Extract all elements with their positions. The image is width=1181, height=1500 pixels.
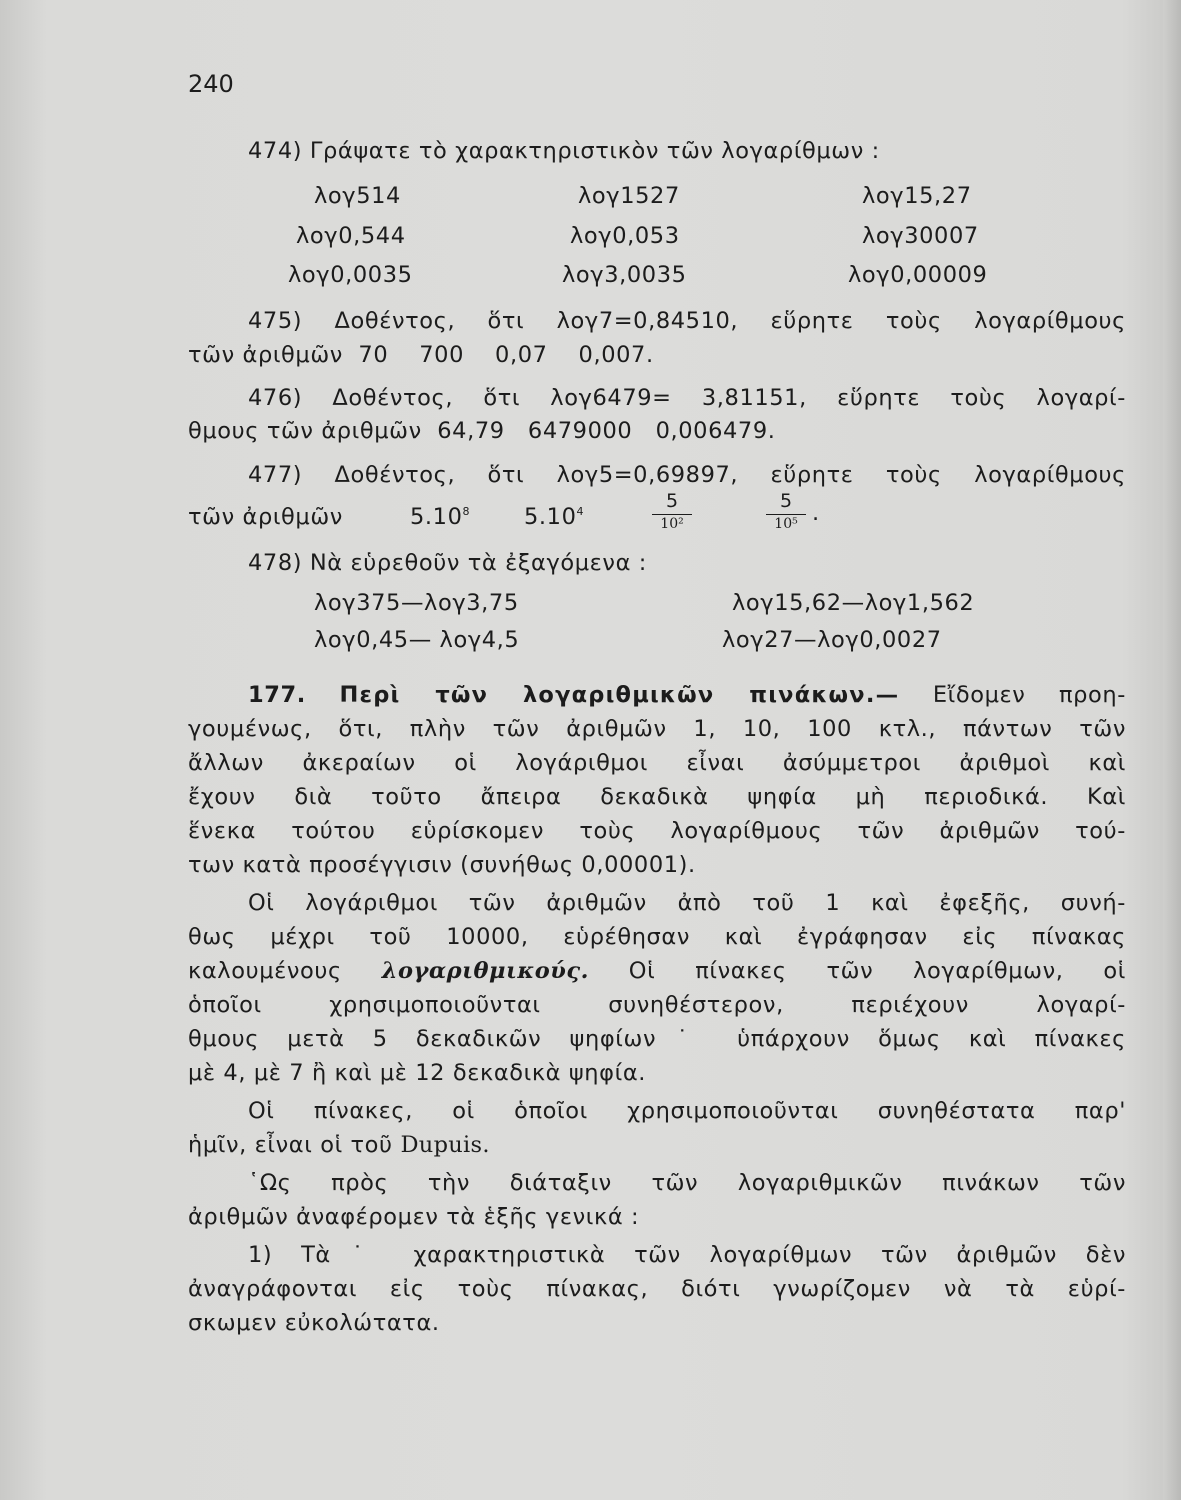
ex477-term1-exponent: 8 <box>462 505 471 518</box>
page-number: 240 <box>188 70 234 98</box>
ex477-term1 <box>410 504 470 530</box>
ex477-term2-exponent: 4 <box>576 505 585 518</box>
para3-line1: Οἱ πίνακες, οἱ ὁποῖοι χρησιμοποιοῦνται συνηθέστατα παρ' <box>248 1098 1126 1124</box>
section-177-line5: ἕνεκα τούτου εὑρίσκομεν τοὺς λογαρίθμους τῶν ἀριθμῶν τού- <box>188 818 1126 844</box>
ex474-r1-c2: λογ1527 <box>578 183 680 209</box>
ex474-r3-c2: λογ3,0035 <box>562 262 687 288</box>
ex477-term1-base: 5.10 <box>410 504 463 530</box>
ex474-r2-c3: λογ30007 <box>862 223 979 249</box>
exercise-474-title: 474) Γράψατε τὸ χαρακτηριστικὸν τῶν λογαρίθμων : <box>248 138 880 164</box>
ex477-frac2-numerator: 5 <box>766 490 806 515</box>
exercise-478-title: 478) Νὰ εὑρεθοῦν τὰ ἐξαγόμενα : <box>248 550 647 576</box>
section-title: Περὶ τῶν λογαριθμικῶν πινάκων.— <box>339 682 900 708</box>
para2-line4: ὁποῖοι χρησιμοποιοῦνται συνηθέστερον, περιέχουν λογαρί- <box>188 992 1126 1018</box>
para5-line3: σκωμεν εὐκολώτατα. <box>188 1310 440 1336</box>
ex477-frac1-denominator: 10² <box>660 516 684 532</box>
exercise-477-line1: 477) Δοθέντος, ὅτι λογ5=0,69897, εὕρητε τοὺς λογαρίθμους <box>248 462 1126 488</box>
para5-line2: ἀναγράφονται εἰς τοὺς πίνακας, διότι γνωρίζομεν νὰ τὰ εὑρί- <box>188 1276 1126 1302</box>
para2-line3-a: καλουμένους <box>188 958 342 984</box>
ex478-r2-left: λογ0,45— λογ4,5 <box>314 627 520 653</box>
exercise-475-line2: τῶν ἀριθμῶν 70 700 0,07 0,007. <box>188 342 654 368</box>
section-177-line4: ἔχουν διὰ τοῦτο ἄπειρα δεκαδικὰ ψηφία μὴ περιοδικά. Καὶ <box>188 784 1126 810</box>
para3-line2 <box>188 1132 1126 1158</box>
ex477-frac2-denominator: 10⁵ <box>774 516 798 532</box>
para4-line2: ἀριθμῶν ἀναφέρομεν τὰ ἑξῆς γενικά : <box>188 1204 640 1230</box>
para3-line2-a: ἡμῖν, εἶναι οἱ τοῦ <box>188 1132 393 1158</box>
exercise-476-line2: θμους τῶν ἀριθμῶν 64,79 6479000 0,006479. <box>188 418 776 444</box>
ex474-r3-c3: λογ0,00009 <box>848 262 988 288</box>
ex477-prefix: τῶν ἀριθμῶν <box>188 504 343 530</box>
book-spine-shadow <box>1163 0 1181 1500</box>
ex474-r1-c3: λογ15,27 <box>862 183 972 209</box>
ex474-r1-c1: λογ514 <box>314 183 401 209</box>
section-177-line2: γουμένως, ὅτι, πλὴν τῶν ἀριθμῶν 1, 10, 100 κτλ., πάντων τῶν <box>188 716 1126 742</box>
ex478-r1-right: λογ15,62—λογ1,562 <box>732 590 975 616</box>
ex474-r3-c1: λογ0,0035 <box>288 262 413 288</box>
para5-line1: 1) Τὰ˙ χαρακτηριστικὰ τῶν λογαρίθμων τῶν ἀριθμῶν δὲν <box>248 1242 1126 1268</box>
para2-line1: Οἱ λογάριθμοι τῶν ἀριθμῶν ἀπὸ τοῦ 1 καὶ ἐφεξῆς, συνή- <box>248 890 1126 916</box>
para4-line1: ῾Ως πρὸς τὴν διάταξιν τῶν λογαριθμικῶν πινάκων τῶν <box>248 1170 1126 1196</box>
section-177-line6: των κατὰ προσέγγισιν (συνήθως 0,00001). <box>188 852 696 878</box>
para2-line3 <box>188 958 1126 984</box>
para2-line2: θως μέχρι τοῦ 10000, εὑρέθησαν καὶ ἐγράφησαν εἰς πίνακας <box>188 924 1126 950</box>
section-177-line1-rest: Εἴδομεν προη- <box>932 682 1126 708</box>
ex478-r1-left: λογ375—λογ3,75 <box>314 590 519 616</box>
exercise-476-line1: 476) Δοθέντος, ὅτι λογ6479= 3,81151, εὕρητε τοὺς λογαρί- <box>248 385 1126 411</box>
ex477-end-mark: . <box>812 500 820 526</box>
term-logarithmic: λογαριθμικούς. <box>381 958 589 984</box>
section-177-heading-line <box>248 682 1126 708</box>
para2-line6: μὲ 4, μὲ 7 ἢ καὶ μὲ 12 δεκαδικὰ ψηφία. <box>188 1060 647 1086</box>
ex478-r2-right: λογ27—λογ0,0027 <box>722 627 942 653</box>
ex477-term2-base: 5.10 <box>524 504 577 530</box>
exercise-475-line1: 475) Δοθέντος, ὅτι λογ7=0,84510, εὕρητε τοὺς λογαρίθμους <box>248 308 1126 334</box>
author-name: Dupuis. <box>400 1132 490 1158</box>
ex477-frac1-numerator: 5 <box>652 490 692 515</box>
ex477-fraction-1 <box>652 490 692 532</box>
ex477-fraction-2 <box>766 490 806 532</box>
ex477-term2 <box>524 504 584 530</box>
section-number: 177. <box>248 682 306 708</box>
ex474-r2-c1: λογ0,544 <box>296 223 406 249</box>
para2-line5: θμους μετὰ 5 δεκαδικῶν ψηφίων˙ ὑπάρχουν ὅμως καὶ πίνακες <box>188 1026 1126 1052</box>
ex474-r2-c2: λογ0,053 <box>570 223 680 249</box>
section-177-line3: ἄλλων ἀκεραίων οἱ λογάριθμοι εἶναι ἀσύμμετροι ἀριθμοὶ καὶ <box>188 750 1126 776</box>
para2-line3-b: Οἱ πίνακες τῶν λογαρίθμων, οἱ <box>628 958 1126 984</box>
